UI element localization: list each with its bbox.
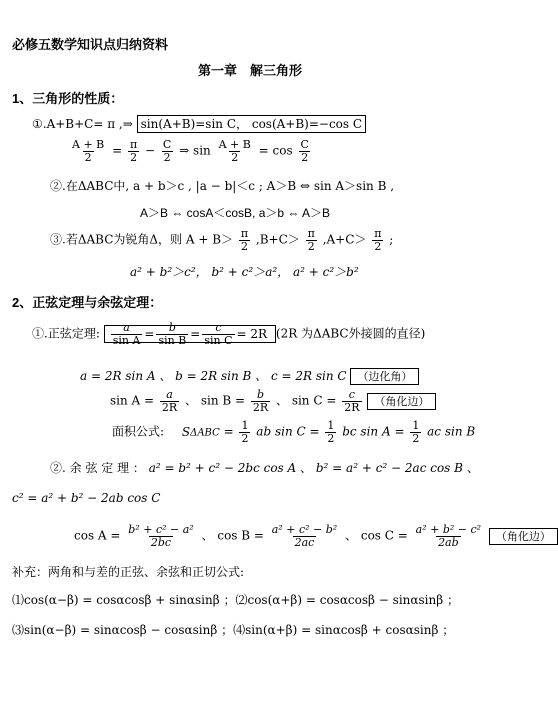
acute-square-inequalities: a² + b²＞c²， b² + c²＞a²， a² + c²＞b² [130,265,359,279]
document-header: 必修五数学知识点归纳资料 [12,37,169,52]
cosine-angle-to-edge-tag: （角化边） [489,528,558,545]
fraction-a-plus-b-over-2-sin: $\frac{A + B}{2}$ [218,138,251,164]
edge-to-angle-tag: （边化角） [350,368,419,385]
fraction-pi-over-2-ac: $\frac{\pi}{2}$ [374,227,382,253]
section-1-heading: 1、三角形的性质： [12,91,124,106]
triangle-sum-text: ①.A+B+C= π ,⇒ [32,117,133,131]
area-formula-line: 面积公式: SΔABC = $\frac{1}{2}$ ab sin C = $\frac{1}{2}$ bc sin A = $\frac{1}{2}$ ac sin B [112,419,476,445]
sum-diff-formulas-cos: ⑴cos(α−β) = cosαcosβ + sinαsinβ ；⑵cos(α+β) = cosαcosβ − sinαsinβ ； [12,593,459,607]
fraction-pi-over-2: $\frac{\pi}{2}$ [129,138,138,164]
sum-diff-formulas-sin: ⑶sin(α−β) = sinαcosβ − cosαsinβ ；⑷sin(α+β) = sinαcosβ + cosαsinβ ； [12,623,455,637]
sine-law-note: (2R 为ΔABC外接圆的直径) [275,326,426,341]
chapter-title: 第一章 解三角形 [198,63,303,78]
fraction-c-over-2-cos: $\frac{C}{2}$ [300,138,309,164]
fraction-pi-over-2-bc: $\frac{\pi}{2}$ [307,227,315,253]
triangle-sum-line [32,118,366,130]
edge-to-angle-line: a = 2R sin A 、 b = 2R sin B 、 c = 2R sin C （边化角） [80,370,419,382]
sine-law-box: $\frac{a}{\text{sin A}}$ = $\frac{b}{\text{sin B}}$ = $\frac{c}{\text{sin C}}$ = 2R [104,325,276,343]
cosine-law-line: ②. 余 弦 定 理 ： a² = b² + c² − 2bc cos A 、 b² = a² + c² − 2ac cos B 、 [50,461,479,475]
sine-law-line: ①.正弦定理: $\frac{a}{\text{sin A}}$ = $\frac{b}{\text{sin B}}$ = $\frac{c}{\text{sin C}}$ = 2R (2R 为ΔABC外接圆的直径) [32,321,426,347]
cosine-law-c: c² = a² + b² − 2ab cos C [12,491,161,505]
inequality-line: ②.在ΔABC中, a + b＞c , |a − b|＜c ; A＞B ⇔ sin A＞sin B , [50,179,395,193]
angle-to-edge-line: sin A = $\frac{a}{2R}$ 、 sin B = $\frac{b}{2R}$ 、 sin C = $\frac{c}{2R}$ （角化边） [110,389,436,413]
acute-triangle-line: ③.若ΔABC为锐角Δ，则 A + B＞ $\frac{\pi}{2}$ ,B+C＞ $\frac{\pi}{2}$ ,A+C＞ $\frac{\pi}{2}$ ; [50,227,394,253]
angle-side-relation: A＞B ⇔ cosA＜cosB, a＞b ⇔ A＞B [140,206,331,220]
half-angle-line: $\frac{A + B}{2}$ = $\frac{\pi}{2}$ − $\frac{C}{2}$ ⇒ sin $\frac{A + B}{2}$ = cos $\frac{C}{2}$ [72,138,309,164]
fraction-c-over-2: $\frac{C}{2}$ [162,138,172,164]
sum-identity-box: sin(A+B)=sin C， cos(A+B)=−cos C [137,115,366,133]
section-2-heading: 2、正弦定理与余弦定理： [12,295,163,310]
fraction-pi-over-2-ab: $\frac{\pi}{2}$ [240,227,249,253]
fraction-a-plus-b-over-2: $\frac{A + B}{2}$ [72,138,105,164]
supplement-heading: 补充：两角和与差的正弦、余弦和正切公式: [12,565,245,579]
cosine-fraction-line: cos A = $\frac{\text{b² + c² − a²}}{2bc}$ 、 cos B = $\frac{\text{a² + c² − b²}}{2ac}$ 、 cos C = $\frac{\text{a² + b² − c²}}{2ab}$ （角化边） [74,524,558,548]
angle-to-edge-tag: （角化边） [367,393,436,410]
